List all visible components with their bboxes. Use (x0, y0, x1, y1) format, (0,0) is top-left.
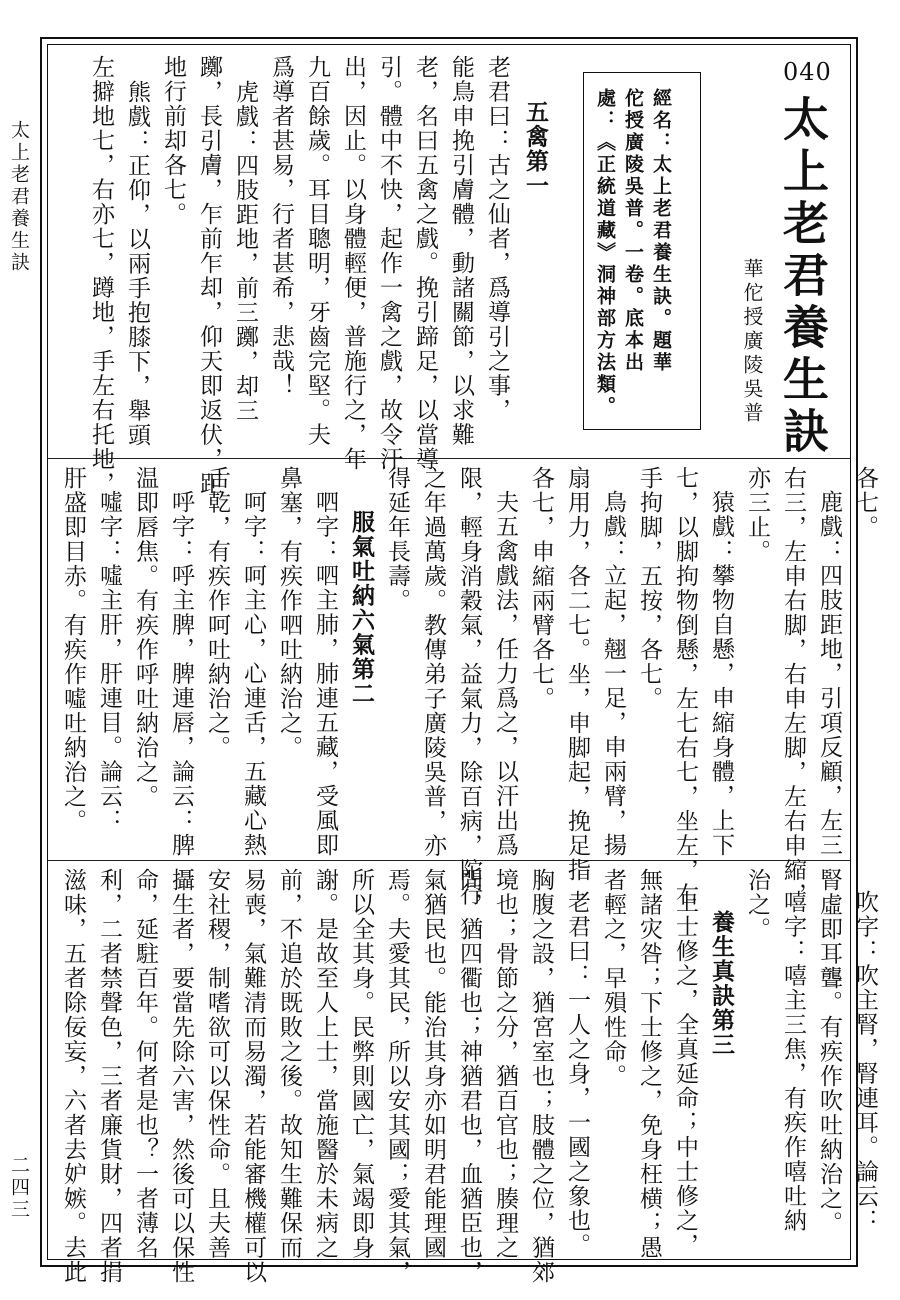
text-column: 命，延駐百年。何者是也？一者薄名 (132, 868, 158, 1260)
text-column: 虎戲：四肢距地，前三躑，却三 (232, 80, 258, 423)
text-column: 利，二者禁聲色，三者廉貨財，四者捐 (96, 868, 122, 1285)
author-line: 華佗授廣陵吳普 (740, 258, 764, 426)
text-column: 鼻塞，有疾作呬吐納治之。 (276, 466, 302, 760)
text-column: 各七，申縮兩臂各七。 (528, 466, 554, 711)
text-column: 呵字：呵主心，心連舌，五藏心熱 (240, 490, 266, 858)
text-column: 鳥戲：立起，翹一足，申兩臂，揚 (600, 490, 626, 858)
text-column: 亦三止。 (744, 466, 770, 564)
text-column: 氣猶民也。能治其身亦如明君能理國 (420, 868, 446, 1260)
text-column: 老君曰：古之仙者，爲導引之事， (484, 55, 510, 423)
section-heading-2: 服氣吐納六氣第二 (348, 510, 375, 706)
text-column: 手拘脚，五按，各七。 (636, 466, 662, 711)
text-column: 左擗地七，右亦七，蹲地，手左右托地， (88, 55, 114, 496)
text-column: 能鳥申挽引膚體，動諸關節，以求難 (448, 55, 474, 447)
text-column: 得延年長壽。 (384, 466, 410, 613)
text-column: 出，因止。以身體輕便，普施行之，年 (340, 55, 366, 472)
text-column: 呬字：呬主肺，肺連五藏，受風即 (312, 490, 338, 858)
text-column: 爲導者甚易，行者甚希，悲哉！ (268, 55, 294, 398)
note-line-1: 經名：太上老君養生訣。題華 (650, 88, 672, 374)
text-column: 引。體中不快，起作一禽之戲，故令汗 (376, 55, 402, 472)
note-line-2: 佗授廣陵吳普。一卷。底本出 (622, 88, 644, 374)
text-column: 安社稷，制嗜欲可以保性命。且夫善 (204, 868, 230, 1260)
text-column: 吹字：吹主腎，腎連耳。論云： (852, 890, 878, 1233)
text-column: 腎虛即耳聾。有疾作吹吐納治之。 (816, 868, 842, 1236)
text-column: 無諸灾咎；下士修之，免身枉横；愚 (636, 868, 662, 1260)
divider-top (48, 458, 850, 459)
text-column: 境也；骨節之分，猶百官也；腠理之 (492, 868, 518, 1260)
text-column: 九百餘歲。耳目聰明，牙齒完堅。夫 (304, 55, 330, 447)
document-number: 040 (783, 58, 832, 86)
text-column: 七，以脚拘物倒懸，左七右七，坐左，右 (672, 466, 698, 907)
text-column: 右三，左申右脚，右申左脚，左右申縮， (780, 466, 806, 907)
text-column: 嘻字：嘻主三焦，有疾作嘻吐納 (780, 890, 806, 1233)
text-column: 間，猶四衢也；神猶君也，血猶臣也， (456, 868, 482, 1285)
divider-bottom (48, 860, 850, 861)
text-column: 老，名曰五禽之戲。挽引蹄足，以當導 (412, 55, 438, 472)
text-column: 舌乾，有疾作呵吐納治之。 (204, 466, 230, 760)
text-column: 焉。夫愛其民，所以安其國；愛其氣， (384, 868, 410, 1285)
text-column: 者輕之，早殞性命。 (600, 868, 626, 1089)
text-column: 限，輕身消穀氣，益氣力，除百病，陀行 (456, 466, 482, 907)
side-title: 太上老君養生訣 (8, 120, 30, 274)
text-column: 治之。 (744, 868, 770, 942)
text-column: 噓字：噓主肝，肝連目。論云： (96, 490, 122, 833)
text-column: 之年過萬歲。教傳弟子廣陵吳普，亦 (420, 466, 446, 858)
text-column: 易喪，氣難清而易濁，若能審機權可以 (240, 868, 266, 1285)
text-column: 地行前却各七。 (160, 55, 186, 227)
section-heading-1: 五禽第一 (522, 100, 549, 198)
text-column: 謝。是故至人上士，當施醫於未病之 (312, 868, 338, 1260)
text-column: 肝盛即目赤。有疾作噓吐納治之。 (60, 466, 86, 834)
text-column: 鹿戲：四肢距地，引項反顧，左三 (816, 490, 842, 858)
text-column: 所以全其身。民弊則國亡，氣竭即身 (348, 868, 374, 1260)
text-column: 滋味，五者除佞妄，六者去妒嫉。去此 (60, 868, 86, 1285)
page-number: 二四三 (8, 1155, 30, 1221)
note-line-3: 處：《正統道藏》洞神部方法類。 (594, 88, 616, 418)
section-heading-3: 養生真訣第三 (708, 910, 735, 1057)
text-column: 上士修之，全真延命；中士修之， (672, 890, 698, 1258)
text-column: 攝生者，要當先除六害，然後可以保性 (168, 868, 194, 1285)
text-column: 熊戲：正仰，以兩手抱膝下，舉頭 (124, 80, 150, 448)
text-column: 前，不追於既敗之後。故知生難保而 (276, 868, 302, 1260)
text-column: 猿戲：攀物自懸，申縮身體，上下 (708, 490, 734, 858)
text-column: 温即唇焦。有疾作呼吐納治之。 (132, 466, 158, 809)
page-title: 太上老君養生訣 (776, 95, 830, 459)
text-column: 躑，長引膚，乍前乍却，仰天即返伏，距 (196, 55, 222, 496)
text-column: 扇用力，各二七。坐，申脚起，挽足指 (564, 466, 590, 883)
text-column: 老君曰：一人之身，一國之象也。 (564, 890, 590, 1258)
text-column: 夫五禽戲法，任力爲之，以汗出爲 (492, 490, 518, 858)
text-column: 各七。 (852, 466, 878, 540)
text-column: 呼字：呼主脾，脾連唇，論云：脾 (168, 490, 194, 858)
text-column: 胸腹之設，猶宮室也；肢體之位，猶郊 (528, 868, 554, 1285)
